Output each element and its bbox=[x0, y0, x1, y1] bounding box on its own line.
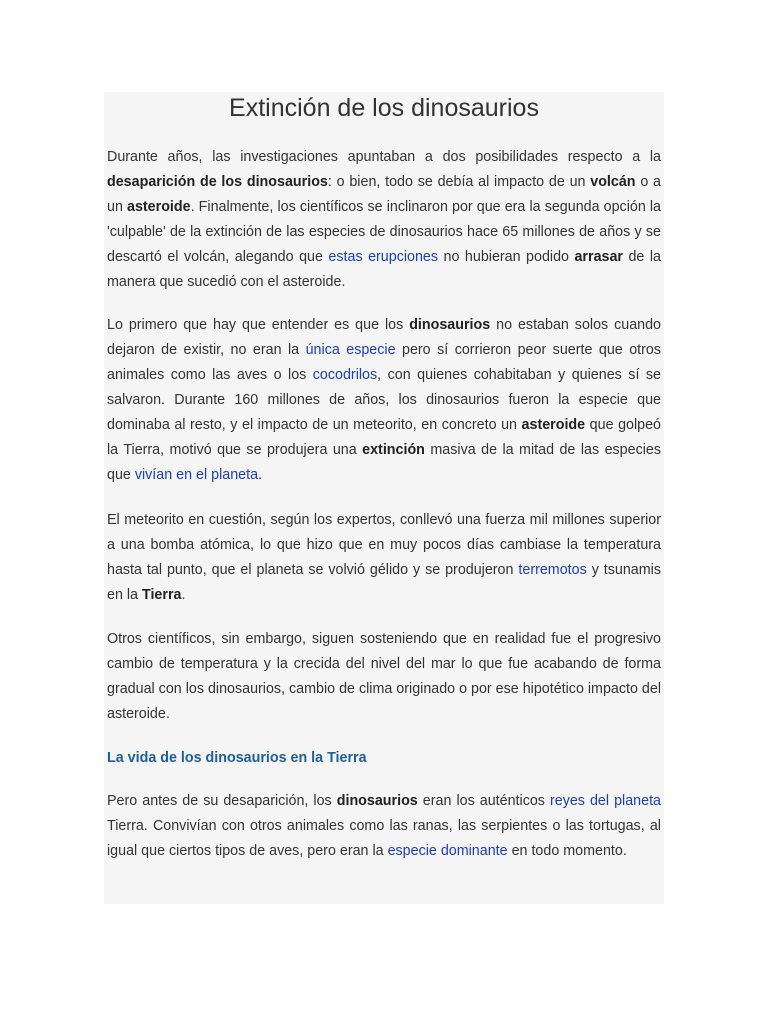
bold-text: extinción bbox=[362, 442, 425, 458]
paragraph-4 bbox=[107, 627, 661, 727]
text: Otros científicos, sin embargo, siguen sosteniendo que en realidad fue el progresivo cambio de temperatura y la crecida del nivel del mar lo que fue acabando de forma gradual con los dinosaurios, cambio de clima originado o por ese hipotético impacto del asteroide. bbox=[107, 631, 661, 722]
bold-text: dinosaurios bbox=[336, 793, 418, 809]
text: o a un bbox=[107, 174, 661, 215]
text: de la manera que sucedió con el asteroide. bbox=[107, 249, 661, 290]
text: El meteorito en cuestión, según los expertos, conllevó una fuerza mil millones superior a una bomba atómica, lo que hizo que en muy pocos días cambiase la temperatura hasta tal punto, que el planeta se volvió gélido y se produjeron bbox=[107, 512, 661, 578]
link-especie-dominante[interactable]: especie dominante bbox=[387, 843, 508, 859]
bold-text: Tierra bbox=[141, 587, 182, 603]
link-vivian-en-el-planeta[interactable]: vivían en el planeta. bbox=[134, 467, 262, 483]
bold-text: arrasar bbox=[574, 249, 623, 265]
bold-text: asteroide bbox=[521, 417, 586, 433]
paragraph-2 bbox=[107, 313, 661, 488]
paragraph-1 bbox=[107, 145, 661, 295]
text: Pero antes de su desaparición, los bbox=[107, 793, 337, 809]
link-unica-especie[interactable]: única especie bbox=[305, 342, 396, 358]
text: pero sí corrieron peor suerte que otros animales como las aves o los bbox=[107, 342, 661, 383]
link-estas-erupciones[interactable]: estas erupciones bbox=[328, 249, 439, 265]
link-terremotos[interactable]: terremotos bbox=[518, 562, 587, 578]
text: Tierra. Convivían con otros animales como las ranas, las serpientes o las tortugas, al igual que ciertos tipos de aves, pero eran la bbox=[107, 818, 661, 859]
text: que golpeó la Tierra, motivó que se produjera una bbox=[107, 417, 661, 458]
bold-text: dinosaurios bbox=[409, 317, 491, 333]
paragraph-5 bbox=[107, 789, 661, 864]
text: eran los auténticos bbox=[417, 793, 550, 809]
text: y tsunamis en la bbox=[107, 562, 661, 603]
paragraph-3 bbox=[107, 508, 661, 608]
text: Lo primero que hay que entender es que los bbox=[107, 317, 410, 333]
text: en todo momento. bbox=[507, 843, 627, 859]
text: : o bien, todo se debía al impacto de un bbox=[327, 174, 591, 190]
article-body bbox=[104, 92, 664, 904]
text: no hubieran podido bbox=[438, 249, 575, 265]
bold-text: volcán bbox=[590, 174, 636, 190]
section-heading: La vida de los dinosaurios en la Tierra bbox=[107, 750, 367, 766]
link-reyes-del-planeta[interactable]: reyes del planeta bbox=[549, 793, 662, 809]
text: . Finalmente, los científicos se inclinaron por que era la segunda opción la 'culpable' de la extinción de las especies de dinosaurios hace 65 millones de años y se descartó el volcán, alegando que bbox=[107, 199, 662, 265]
text: masiva de la mitad de las especies que bbox=[107, 442, 661, 483]
bold-text: asteroide bbox=[127, 199, 191, 215]
link-cocodrilos[interactable]: cocodrilos bbox=[312, 367, 378, 383]
article-title: Extinción de los dinosaurios bbox=[229, 94, 539, 122]
bold-text: desaparición de los dinosaurios bbox=[107, 174, 328, 190]
text: , con quienes cohabitaban y quienes sí se salvaron. Durante 160 millones de años, los dinosaurios fueron la especie que dominaba al resto, y el impacto de un meteorito, en concreto un bbox=[107, 367, 661, 433]
text: no estaban solos cuando dejaron de existir, no eran la bbox=[107, 317, 662, 358]
text: Durante años, las investigaciones apuntaban a dos posibilidades respecto a la bbox=[107, 149, 661, 165]
text: . bbox=[181, 587, 186, 603]
